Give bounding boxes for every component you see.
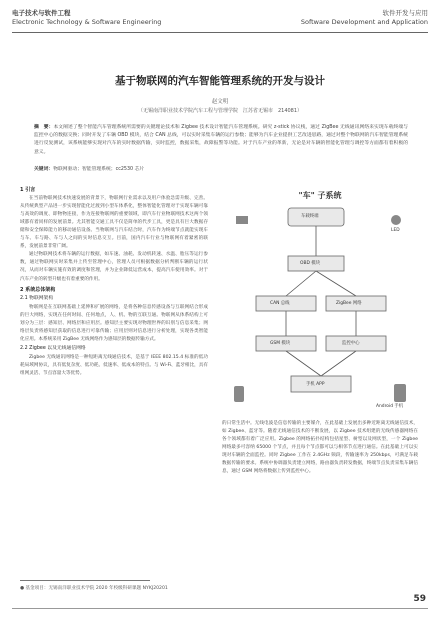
section-name-cn: 软件开发与应用: [382, 9, 428, 17]
abstract-text: 本文阐述了整个智能汽车管理系统所需要的关键理论技术和 Zigbee 技术设计智能汽车管理系统。研究 z-stick 协议栈，通过 ZigBee 无线通讯网络来实现车载终端与监控中心的数据交换；同时开发了车辆 OBD 模块，结合 CAN 总线，可以实时采集车辆的运行参数；能够为汽车企业提供工艺改进思路，通过对整个物联网的汽车智能管理系统进行反复测试，该系统能够实现对汽车的实时数据传输，实时监控，数据采集，故障报警等功能。对于汽车产业的革新，无论是对车辆的智能化管理与调控等方面都有着积极的意义。: [34, 125, 408, 155]
paragraph: Zigbee 无线通讯网络是一种短距离无线通信技术，是基于 IEEE 802.15.4 标准的低功耗局域网协议，具有低复杂度、低功耗、低速率、低成本的特点。与 Wi-Fi、蓝牙相比，具有组网灵活、节点容量大等优势。: [20, 354, 208, 377]
figure-title: "车" 子系统: [298, 191, 342, 200]
label-terminal: 车载终端: [301, 214, 319, 219]
abstract: [34, 124, 408, 157]
system-figure: [226, 186, 414, 416]
right-column: [222, 420, 418, 476]
keywords-label: 关键词：: [34, 167, 54, 172]
author-affiliation: （无锡南洋职业技术学院汽车工程与管理学院 江苏省无锡市 214081）: [137, 108, 303, 114]
paragraph: 物联网是在互联网基础上延伸和扩展的网络，是将各种信息传感设备与互联网结合形成的巨大网络，实现在任何时间、任何地点，人、机、物的互联互通。物联网从体系结构上可划分为三层：感知层、网络层和应用层。感知层主要实现对物理世界的识别与信息采集；网络层负责将感知层获取的信息进行可靠传输；应用层则对信息进行分析处理，实现各类智能化应用。本系统采用 ZigBee 无线网络作为感知层的数据传输方式。: [20, 304, 208, 342]
label-android: Android 手机: [376, 404, 404, 409]
author-name: 赵文明: [211, 99, 229, 105]
journal-name-en: Electronic Technology & Software Engineering: [12, 18, 162, 26]
running-header-right: [301, 9, 428, 27]
label-zigbee: ZigBee 网络: [336, 301, 362, 306]
subsection-heading-iot: 2.1 物联网架构: [20, 295, 54, 301]
keywords: [34, 166, 408, 174]
running-header-left: [12, 9, 161, 27]
footnote: ● 基金项目：无锡南洋职业技术学院 2020 年校级科研课题 NYKJ20201: [20, 586, 168, 591]
paragraph: 在当前物联网技术快速发展的背景下，物联网行业需求以及用户体验急需升级、完善。从传统典型产品进一步实现智能化过渡到小型车体系化，整体智能化管理对于实现车辆可靠与高效的调度、即物物连接，作为连接物联网的重要领域，即汽车行业物联网技术这两个领域都有着同样的发展前景。尤其智能交通工具不仅是简单的代步工具，更是具有巨大数据存储和安全保障能力的移动通信设备。当物联网与汽车结合时，汽车作为终端节点就能实现车与车、车与路、车与人之间的实时信息交互。目前，国内汽车行业与物联网有着紧密的联系，发展前景非常广阔。: [20, 196, 208, 250]
label-gsm: GSM 模块: [270, 341, 291, 346]
paragraph: 的日常生活中。无线电波是信息传输的主要媒介，在此基础上发展出多种近距离无线通信技术，如 Zigbee、蓝牙等。随着无线通信技术的不断发展，以 Zigbee 技术组建的无线传感器网络在各个领域都有着广泛应用。Zigbee 的网络拓扑结构包括星型、树型以及网状型，一个 Zigbee 网络最多可容纳 65000 个节点，并且每个节点都可以与相邻节点进行通信。在此基础上可以实现对车辆的全面监控。同时 Zigbee 工作在 2.4GHz 频段，传输速率为 250kbps，可满足车载数据传输的要求。系统中协调器负责建立网络，路由器负责转发数据，终端节点负责采集车辆信息，通过 GSM 网络将数据上传到监控中心。: [222, 421, 418, 475]
page-number: 59: [413, 594, 426, 604]
section-heading-architecture: 2 系统总体架构: [20, 286, 56, 293]
keywords-text: 物联网驱动；智能管理系统；cc2530 芯片: [53, 167, 145, 172]
abstract-label: 摘 要：: [34, 125, 54, 130]
footnote-rule: [20, 580, 150, 581]
label-center: 监控中心: [342, 341, 360, 346]
subsection-heading-zigbee: 2.2 Zigbee 以及无线通信网络: [20, 345, 86, 351]
section-name-en: Software Development and Application: [300, 18, 428, 26]
header-rule: [12, 32, 428, 33]
paragraph: 通过物联网技术将车辆的运行数据，如车速、油耗、发动机转速、水温、胎压等运行参数，通过物联网实时采集并上传至管理中心，管理人员可根据数据分析判断车辆的运行状况，从而对车辆实施有效的调度和管理，并为企业降低运营成本，提高汽车使用效率。对于汽车产业的转型升级也有着重要的作用。: [20, 252, 208, 282]
label-obd: OBD 模块: [300, 261, 321, 266]
label-app: 手机 APP: [306, 382, 325, 387]
bottom-rule: [12, 608, 428, 609]
paper-title: 基于物联网的汽车智能管理系统的开发与设计: [115, 75, 325, 87]
label-led: LED: [391, 228, 400, 233]
left-column: [20, 184, 208, 378]
journal-name-cn: 电子技术与软件工程: [12, 9, 71, 17]
section-heading-intro: 1 引言: [20, 187, 36, 193]
label-can: CAN 总线: [270, 301, 290, 306]
